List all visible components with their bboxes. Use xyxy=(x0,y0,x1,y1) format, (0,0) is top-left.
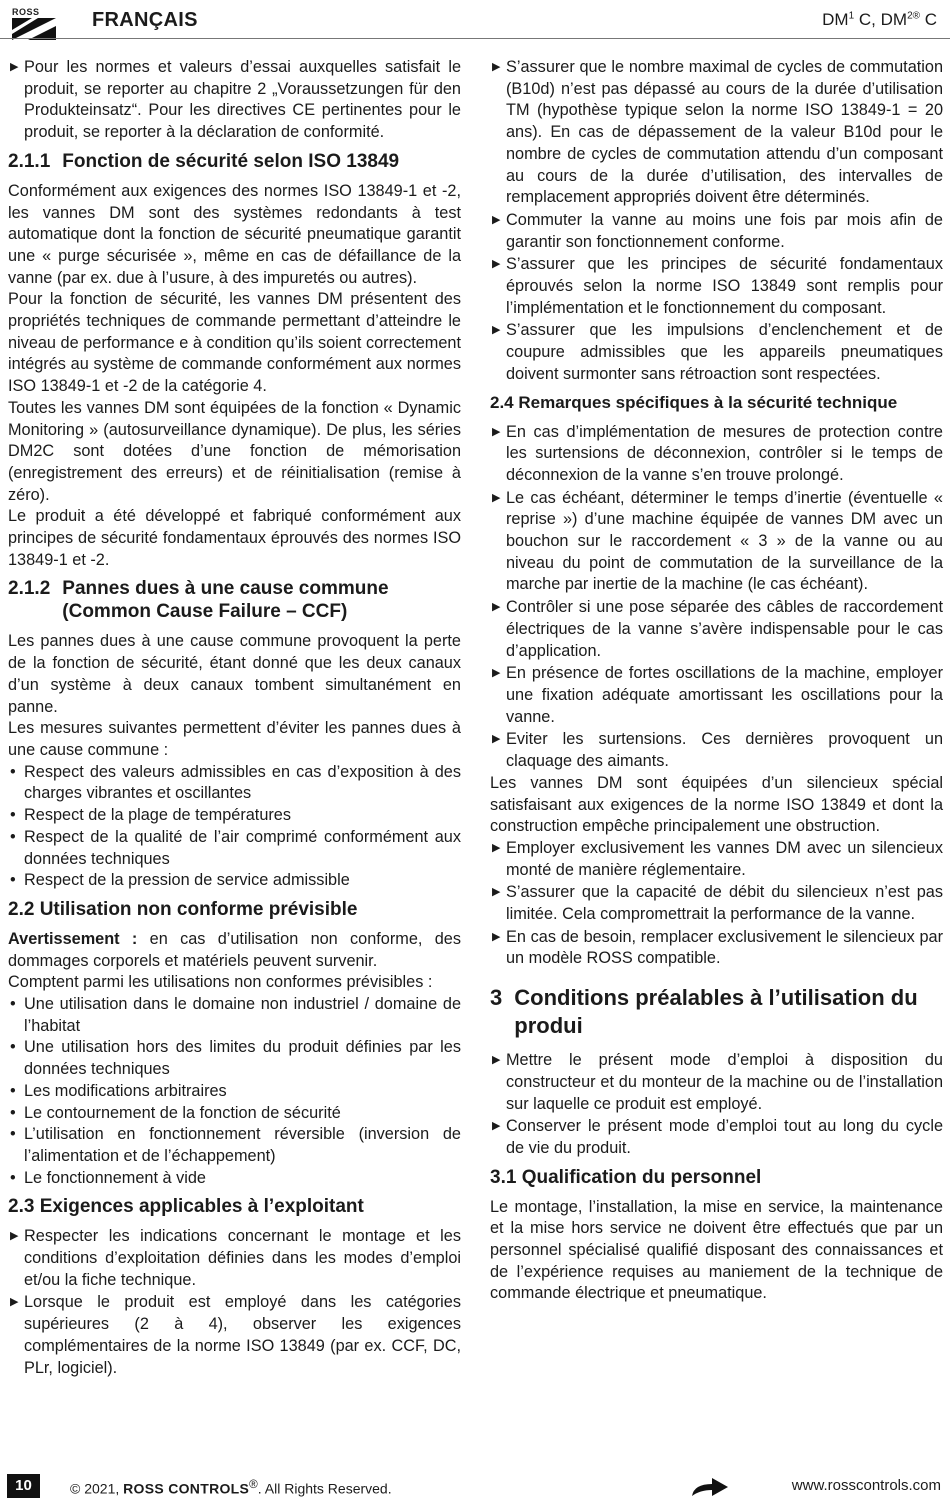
list-item: • Respect de la plage de températures xyxy=(8,805,461,827)
list-item: • Respect de la pression de service admissible xyxy=(8,870,461,892)
list-item: ▶ S’assurer que les principes de sécurité fondamentaux éprouvés selon la norme ISO 13849 sont remplis pour l’implémentation et le fonctionnement du composant. xyxy=(490,254,943,319)
paragraph: Conformément aux exigences des normes ISO 13849-1 et -2, les vannes DM sont des systèmes redondants à test automatique dont la fonction de sécurité pneumatique garantit une « purge sécurisée », même en cas de défaillance de la vanne (par ex. due à l’usure, à des impuretés ou autres). xyxy=(8,181,461,287)
list-item: ▶ Mettre le présent mode d’emploi à disposition du constructeur et du monteur de la machine ou de l’installation sur laquelle ce produit est employé. xyxy=(490,1050,943,1115)
list-item: ▶ Conserver le présent mode d’emploi tout au long du cycle de vie du produit. xyxy=(490,1116,943,1159)
list-item: ▶ En cas de besoin, remplacer exclusivement le silencieux par un modèle ROSS compatible. xyxy=(490,927,943,970)
warning-label: Avertissement : xyxy=(8,929,138,948)
left-column xyxy=(8,57,461,1379)
list-item: • L’utilisation en fonctionnement réversible (inversion de l’alimentation et de l’échappement) xyxy=(8,1124,461,1167)
section-2-2-heading: 2.2 Utilisation non conforme prévisible xyxy=(8,898,358,920)
page-footer xyxy=(0,1469,950,1502)
logo-wordmark: ROSS xyxy=(12,7,40,17)
logo-mark-icon xyxy=(12,18,56,40)
section-2-4-heading: 2.4 Remarques spécifiques à la sécurité technique xyxy=(490,392,898,412)
list-item: ▶ Commuter la vanne au moins une fois par mois afin de garantir son fonctionnement conforme. xyxy=(490,210,943,253)
list-item: ▶ Respecter les indications concernant le montage et les conditions d’exploitation définies dans les modes d’emploi et/ou la fiche technique. xyxy=(8,1226,461,1291)
paragraph: Le produit a été développé et fabriqué conformément aux principes de sécurité fondamentaux éprouvés des normes ISO 13849-1 et -2. xyxy=(8,507,461,569)
ccf-measures-list xyxy=(8,762,461,892)
list-item: • Respect des valeurs admissibles en cas d’exposition à des charges vibrantes et oscillantes xyxy=(8,762,461,805)
list-item: ▶ S’assurer que le nombre maximal de cycles de commutation (B10d) n’est pas dépassé au cours de la durée d’utilisation TM (hypothèse typique selon la norme ISO 13849-1 = 20 ans). En cas de dépassement de la valeur B10d pour le nombre de cycles de commutation attendu d’un composant au cours de la durée d’utilisation, des intervalles de remplacement appropriés doivent être déterminés. xyxy=(490,57,943,209)
list-item: • Respect de la qualité de l’air comprimé conformément aux données techniques xyxy=(8,827,461,870)
list-item: • Le contournement de la fonction de sécurité xyxy=(8,1103,461,1125)
list-item: ▶ Eviter les surtensions. Ces dernières provoquent un claquage des aimants. xyxy=(490,729,943,772)
misuse-list xyxy=(8,994,461,1189)
section-3-heading: 3 Conditions préalables à l’utilisation du produi xyxy=(490,985,918,1039)
list-item: • Une utilisation hors des limites du produit définies par les données techniques xyxy=(8,1037,461,1080)
list-item: • Une utilisation dans le domaine non industriel / domaine de l’habitat xyxy=(8,994,461,1037)
page-header xyxy=(0,0,950,40)
prerequisites-list xyxy=(490,1050,943,1160)
paragraph: Le montage, l’installation, la mise en service, la maintenance et la mise hors service ne doivent être effectués que par un personnel spécialisé qualifié disposant des connaissances et de l’expérience requises au maniement de la technique de commande électrique et pneumatique. xyxy=(490,1197,943,1303)
language-label: FRANÇAIS xyxy=(92,9,198,31)
section-2-1-1-heading: 2.1.1 Fonction de sécurité selon ISO 13849 xyxy=(8,150,400,172)
section-2-3-heading: 2.3 Exigences applicables à l’exploitant xyxy=(8,1196,364,1218)
paragraph: Pour la fonction de sécurité, les vannes DM présentent des propriétés techniques de commande permettant d’atteindre le niveau de performance e à condition qu’ils soient correctement intégrés au système de commande conformément aux normes ISO 13849-1 et -2 de la catégorie 4. xyxy=(8,290,461,396)
safety-remarks-list xyxy=(490,422,943,773)
copyright-notice: © 2021, ROSS CONTROLS®. All Rights Reserved. xyxy=(70,1478,392,1497)
ross-logo xyxy=(12,9,58,41)
list-item: ▶ S’assurer que la capacité de débit du silencieux n’est pas limitée. Cela compromettrait la performance de la vanne. xyxy=(490,882,943,925)
list-item: ▶ Contrôler si une pose séparée des câbles de raccordement électriques de la vanne s’avère indispensable pour le cas d’application. xyxy=(490,597,943,662)
list-item: ▶ Lorsque le produit est employé dans les catégories supérieures (2 à 4), observer les exigences complémentaires de la norme ISO 13849 (par ex. CCF, DC, PLr, logiciel). xyxy=(8,1292,461,1379)
website-url: www.rosscontrols.com xyxy=(791,1477,941,1494)
list-item: • Le fonctionnement à vide xyxy=(8,1168,461,1190)
operator-requirements-list-cont xyxy=(490,57,943,386)
operator-requirements-list xyxy=(8,1226,461,1379)
silencer-list xyxy=(490,838,943,970)
paragraph: Les mesures suivantes permettent d’éviter les pannes dues à une cause commune : xyxy=(8,719,461,759)
list-item: ▶ En présence de fortes oscillations de la machine, employer une fixation adéquate amortissant les oscillations pour la vanne. xyxy=(490,663,943,728)
list-item: ▶ S’assurer que les impulsions d’enclenchement et de coupure admissibles que les appareils pneumatiques doivent surmonter sans rétroaction sont respectées. xyxy=(490,320,943,385)
right-column xyxy=(490,57,943,1305)
section-2-1-2-heading: 2.1.2 Pannes dues à une cause commune (Common Cause Failure – CCF) xyxy=(8,578,389,623)
model-designation: $DM^1$ C, $DM^{2®}$ C xyxy=(822,10,937,29)
page-number: 10 xyxy=(7,1474,40,1498)
header-rule xyxy=(0,38,950,39)
list-item: ▶ En cas d’implémentation de mesures de protection contre les surtensions de déconnexion, contrôler si le temps de déconnexion de la vanne s’en trouve prolongé. xyxy=(490,422,943,487)
intro-list xyxy=(8,57,461,144)
list-item: • Les modifications arbitraires xyxy=(8,1081,461,1103)
paragraph: Les vannes DM sont équipées d’un silencieux spécial satisfaisant aux exigences de la norme ISO 13849 et dont la construction empêche principalement une obstruction. xyxy=(490,773,943,836)
section-3-1-heading: 3.1 Qualification du personnel xyxy=(490,1166,762,1188)
list-item: ▶ Employer exclusivement les vannes DM avec un silencieux monté de manière réglementaire. xyxy=(490,838,943,881)
paragraph: Comptent parmi les utilisations non conformes prévisibles : xyxy=(8,973,433,992)
list-item: ▶ Le cas échéant, déterminer le temps d’inertie (éventuelle « reprise ») d’une machine équipée de vannes DM avec un bouchon sur le raccordement « 3 » de la vanne ou au niveau du point de commutation de la surveillance de la marche par inertie de la machine (le cas échéant). xyxy=(490,488,943,597)
next-page-arrow-icon xyxy=(690,1476,730,1498)
paragraph: Les pannes dues à une cause commune provoquent la perte de la fonction de sécurité, étant donné que les deux canaux d’un système à deux canaux tombent simultanément en panne. xyxy=(8,632,461,716)
warning-paragraph: Avertissement : en cas d’utilisation non conforme, des dommages corporels et matériels peuvent survenir. xyxy=(8,929,461,970)
paragraph: Toutes les vannes DM sont équipées de la fonction « Dynamic Monitoring » (autosurveillance dynamique). De plus, les séries DM2C sont dotées d’une fonction de mémorisation (enregistrement des erreurs) et de réinitialisation (remise à zéro). xyxy=(8,398,461,504)
list-item: ▶ Pour les normes et valeurs d’essai auxquelles satisfait le produit, se reporter au chapitre 2 „Voraussetzungen für den Produkteinsatz“. Pour les directives CE pertinentes pour le produit, se reporter à la déclaration de conformité. xyxy=(8,57,461,144)
